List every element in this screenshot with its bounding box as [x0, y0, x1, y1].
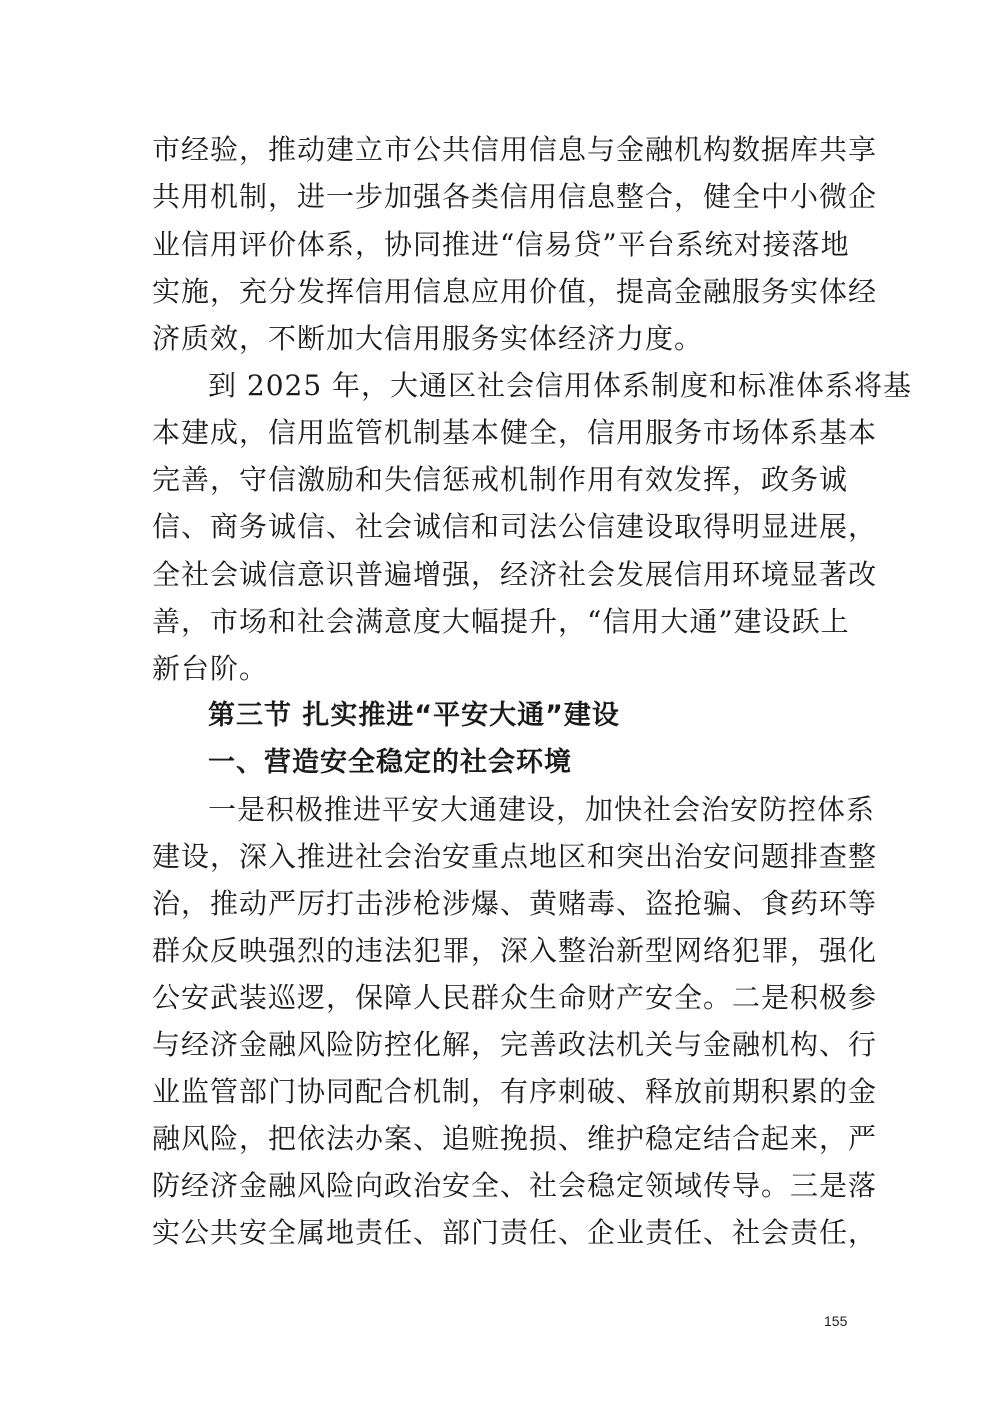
paragraph-3-line-10: 实公共安全属地责任、部门责任、企业责任、社会责任，	[152, 1216, 878, 1249]
paragraph-1-line-2: 共用机制，进一步加强各类信用信息整合，健全中小微企	[152, 180, 878, 213]
paragraph-3-line-4: 群众反映强烈的违法犯罪，深入整治新型网络犯罪，强化	[152, 934, 878, 967]
paragraph-2-line-6: 善，市场和社会满意度大幅提升，“信用大通”建设跃上	[152, 605, 850, 638]
paragraph-2-line-7: 新台阶。	[152, 652, 269, 685]
page-number: 155	[824, 1313, 848, 1329]
section-heading: 第三节 扎实推进“平安大通”建设	[208, 700, 620, 731]
paragraph-3-line-8: 融风险，把依法办案、追赃挽损、维护稳定结合起来，严	[152, 1122, 878, 1155]
paragraph-3-line-1: 一是积极推进平安大通建设，加快社会治安防控体系	[208, 793, 876, 826]
paragraph-3-line-5: 公安武装巡逻，保障人民群众生命财产安全。二是积极参	[152, 981, 878, 1014]
paragraph-1-line-1: 市经验，推动建立市公共信用信息与金融机构数据库共享	[152, 133, 878, 166]
paragraph-2-line-2: 本建成，信用监管机制基本健全，信用服务市场体系基本	[152, 416, 878, 449]
paragraph-1-line-5: 济质效，不断加大信用服务实体经济力度。	[152, 322, 704, 355]
paragraph-1-line-3: 业信用评价体系，协同推进“信易贷”平台系统对接落地	[152, 228, 850, 261]
paragraph-1-line-4: 实施，充分发挥信用信息应用价值，提高金融服务实体经	[152, 275, 878, 308]
paragraph-2-line-4: 信、商务诚信、社会诚信和司法公信建设取得明显进展，	[152, 510, 878, 543]
paragraph-2-line-3: 完善，守信激励和失信惩戒机制作用有效发挥，政务诚	[152, 463, 849, 496]
paragraph-3-line-9: 防经济金融风险向政治安全、社会稳定领域传导。三是落	[152, 1169, 878, 1202]
paragraph-3-line-6: 与经济金融风险防控化解，完善政法机关与金融机构、行	[152, 1028, 878, 1061]
subsection-heading: 一、营造安全稳定的社会环境	[208, 747, 572, 778]
paragraph-3-line-7: 业监管部门协同配合机制，有序刺破、释放前期积累的金	[152, 1075, 878, 1108]
paragraph-2-line-5: 全社会诚信意识普遍增强，经济社会发展信用环境显著改	[152, 558, 878, 591]
paragraph-3-line-3: 治，推动严厉打击涉枪涉爆、黄赌毒、盗抢骗、食药环等	[152, 887, 878, 920]
paragraph-3-line-2: 建设，深入推进社会治安重点地区和突出治安问题排查整	[152, 840, 878, 873]
paragraph-2-line-1: 到 2025 年，大通区社会信用体系制度和标准体系将基	[208, 369, 913, 402]
